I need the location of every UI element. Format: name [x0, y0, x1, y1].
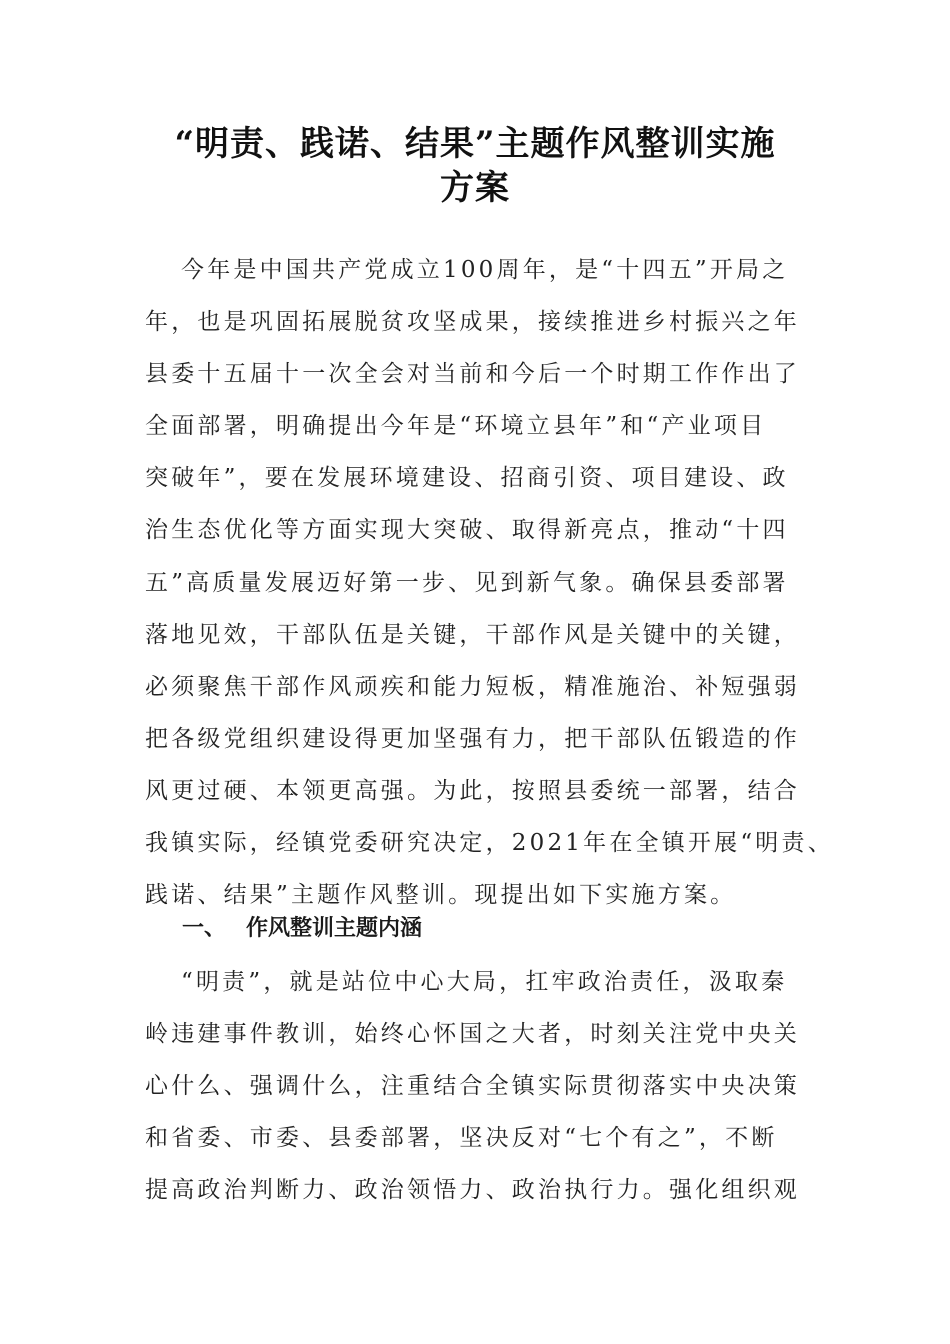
paragraph-line: 年，也是巩固拓展脱贫攻坚成果，接续推进乡村振兴之年 [145, 309, 800, 336]
paragraph-line: 我镇实际，经镇党委研究决定，2021年在全镇开展“明责、 [145, 830, 834, 857]
paragraph-line: 必须聚焦干部作风顽疾和能力短板，精准施治、补短强弱 [145, 673, 800, 700]
document-title [120, 122, 830, 210]
section-number: 一、 [182, 916, 227, 941]
intro-paragraph [145, 244, 834, 921]
paragraph-line: 治生态优化等方面实现大突破、取得新亮点，推动“十四 [145, 517, 789, 544]
paragraph-line: 全面部署，明确提出今年是“环境立县年”和“产业项目 [145, 413, 767, 440]
paragraph-line: 和省委、市委、县委部署，坚决反对“七个有之”，不断 [145, 1125, 778, 1152]
section-paragraph [145, 956, 825, 1216]
paragraph-line: 心什么、强调什么，注重结合全镇实际贯彻落实中央决策 [145, 1073, 800, 1100]
paragraph-line: 践诺、结果”主题作风整训。现提出如下实施方案。 [145, 882, 737, 909]
paragraph-line: 五”高质量发展迈好第一步、见到新气象。确保县委部署 [145, 569, 789, 596]
title-line-1: “明责、践诺、结果”主题作风整训实施 [174, 124, 776, 164]
paragraph-line: 提高政治判断力、政治领悟力、政治执行力。强化组织观 [145, 1177, 800, 1204]
paragraph-line: “明责”，就是站位中心大局，扛牢政治责任，汲取秦 [181, 969, 788, 995]
paragraph-line: 今年是中国共产党成立100周年，是“十四五”开局之 [181, 257, 789, 283]
section-heading [182, 906, 422, 952]
title-line-2: 方案 [440, 168, 510, 208]
paragraph-line: 落地见效，干部队伍是关键，干部作风是关键中的关键， [145, 621, 800, 648]
paragraph-line: 岭违建事件教训，始终心怀国之大者，时刻关注党中央关 [145, 1021, 800, 1048]
section-title: 作风整训主题内涵 [246, 916, 423, 941]
paragraph-line: 县委十五届十一次全会对当前和今后一个时期工作作出了 [145, 361, 800, 388]
paragraph-line: 突破年”，要在发展环境建设、招商引资、项目建设、政 [145, 465, 789, 492]
paragraph-line: 把各级党组织建设得更加坚强有力，把干部队伍锻造的作 [145, 725, 800, 752]
paragraph-line: 风更过硬、本领更高强。为此，按照县委统一部署，结合 [145, 777, 800, 804]
